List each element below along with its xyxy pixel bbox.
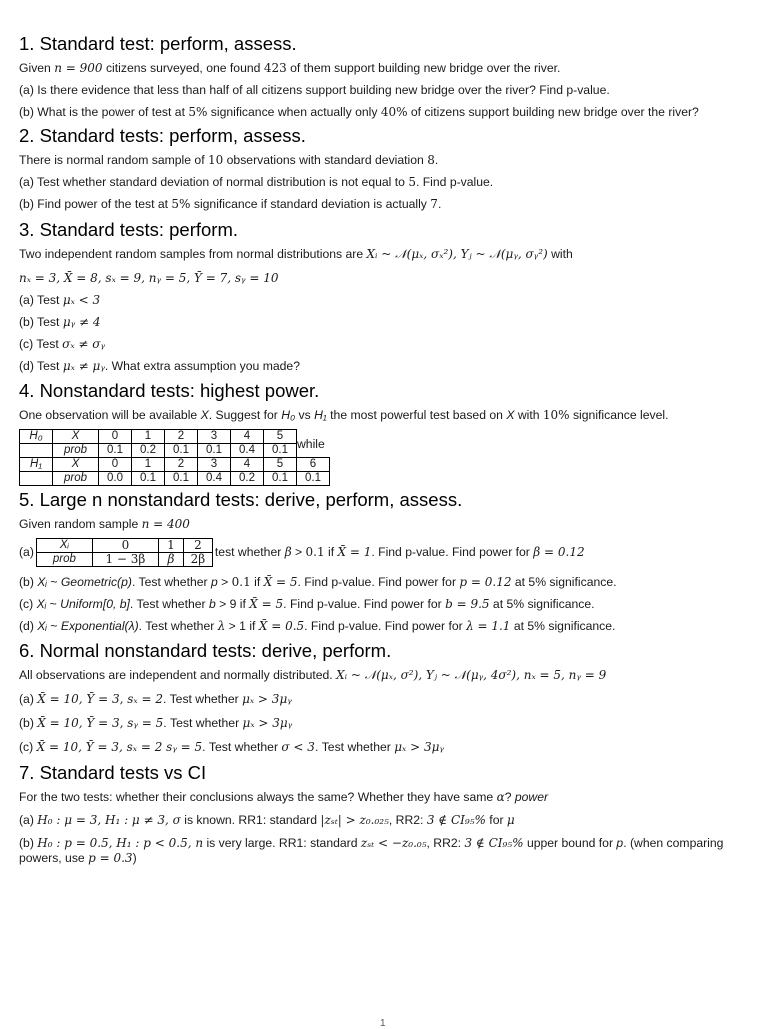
section-title: 7. Standard tests vs CI	[19, 762, 207, 783]
section-3	[19, 218, 754, 374]
question-d: (d) Xᵢ ~ Exponential(λ). Test whether λ > 1 if X̄ = 0.5. Find p-value. Find power for λ = 1.1 at 5% significance.	[19, 619, 616, 633]
question-b: (b) What is the power of test at 5% significance when actually only 40% of citizens support building new bridge over the river?	[19, 105, 699, 119]
section-title: 1. Standard test: perform, assess.	[19, 33, 297, 54]
xi-distribution-table	[36, 538, 213, 567]
question-a: (a) X̄ = 10, Ȳ = 3, sₓ = 2. Test whether μₓ > 3μᵧ	[19, 692, 292, 706]
question-a: (a) Is there evidence that less than half of all citizens support building new bridge over the river? Find p-value.	[19, 83, 610, 97]
question-a: (a) Xᵢ 0 1 2 prob 1 − 3β β 2β test whether β > 0.1 if X̄ = 1. Find p-value. Find power for β = 0.12	[19, 538, 585, 566]
page-number: 1	[380, 1018, 386, 1029]
question-b: (b) H₀ : p = 0.5, H₁ : p < 0.5, n is very large. RR1: standard zₛₜ < −z₀.₀₅, RR2: 3 ∉ CI₉₅% upper bound for p. (when comparing powers, use p = 0.3)	[19, 836, 724, 865]
problem-text: For the two tests: whether their conclusions always the same? Whether they have same α? power	[19, 790, 549, 804]
section-title: 5. Large n nonstandard tests: derive, perform, assess.	[19, 489, 463, 510]
question-b: (b) Find power of the test at 5% significance if standard deviation is actually 7.	[19, 197, 442, 211]
table-row: H₀ X 0 1 2 3 4 5	[20, 430, 297, 444]
section-title: 6. Normal nonstandard tests: derive, perform.	[19, 640, 392, 661]
table-row: prob 0.0 0.1 0.1 0.4 0.2 0.1 0.1	[20, 472, 330, 486]
table-row: H₁ X 0 1 2 3 4 5 6	[20, 458, 330, 472]
h0-distribution-table	[19, 429, 297, 458]
while-label: while	[297, 437, 325, 451]
question-d: (d) Test μₓ ≠ μᵧ. What extra assumption you made?	[19, 359, 300, 373]
problem-text: Given random sample n = 400	[19, 517, 190, 531]
problem-text: All observations are independent and normally distributed. Xᵢ ~ 𝒩(μₓ, σ²), Yⱼ ~ 𝒩(μᵧ, 4σ²), nₓ = 5, nᵧ = 9	[19, 668, 607, 682]
question-c: (c) X̄ = 10, Ȳ = 3, sₓ = 2 sᵧ = 5. Test whether σ < 3. Test whether μₓ > 3μᵧ	[19, 740, 444, 754]
section-6	[19, 639, 754, 755]
question-c: (c) Xᵢ ~ Uniform[0, b]. Test whether b > 9 if X̄ = 5. Find p-value. Find power for b = 9.5 at 5% significance.	[19, 597, 595, 611]
section-1	[19, 32, 754, 120]
problem-text: There is normal random sample of 10 observations with standard deviation 8.	[19, 153, 439, 167]
section-2	[19, 124, 754, 212]
distribution-tables	[19, 429, 754, 486]
section-7	[19, 761, 754, 866]
section-title: 2. Standard tests: perform, assess.	[19, 125, 306, 146]
table-row: prob 0.1 0.2 0.1 0.1 0.4 0.1	[20, 444, 297, 458]
section-title: 4. Nonstandard tests: highest power.	[19, 380, 320, 401]
table-row: Xᵢ 0 1 2	[36, 539, 212, 553]
problem-text: Given n = 900 citizens surveyed, one found 423 of them support building new bridge over the river.	[19, 61, 561, 75]
h1-distribution-table	[19, 457, 330, 486]
problem-text: Two independent random samples from normal distributions are Xᵢ ~ 𝒩(μₓ, σₓ²), Yⱼ ~ 𝒩(μᵧ, σᵧ²) with	[19, 247, 573, 261]
problem-sheet	[19, 30, 754, 866]
question-c: (c) Test σₓ ≠ σᵧ	[19, 337, 105, 351]
table-row: prob 1 − 3β β 2β	[36, 553, 212, 567]
problem-text: One observation will be available X. Suggest for H₀ vs H₁ the most powerful test based on X with 10% significance level.	[19, 408, 669, 422]
section-5	[19, 488, 754, 634]
sample-stats: nₓ = 3, X̄ = 8, sₓ = 9, nᵧ = 5, Ȳ = 7, sᵧ = 10	[19, 271, 279, 285]
question-a: (a) H₀ : μ = 3, H₁ : μ ≠ 3, σ is known. RR1: standard |zₛₜ| > z₀.₀₂₅, RR2: 3 ∉ CI₉₅% for μ	[19, 813, 515, 827]
section-title: 3. Standard tests: perform.	[19, 219, 239, 240]
question-b: (b) Xᵢ ~ Geometric(p). Test whether p > 0.1 if X̄ = 5. Find p-value. Find power for p = 0.12 at 5% significance.	[19, 575, 617, 589]
question-b: (b) Test μᵧ ≠ 4	[19, 315, 101, 329]
question-a: (a) Test μₓ < 3	[19, 293, 101, 307]
question-b: (b) X̄ = 10, Ȳ = 3, sᵧ = 5. Test whether μₓ > 3μᵧ	[19, 716, 293, 730]
question-a: (a) Test whether standard deviation of normal distribution is not equal to 5. Find p-value.	[19, 175, 494, 189]
section-4	[19, 379, 754, 486]
